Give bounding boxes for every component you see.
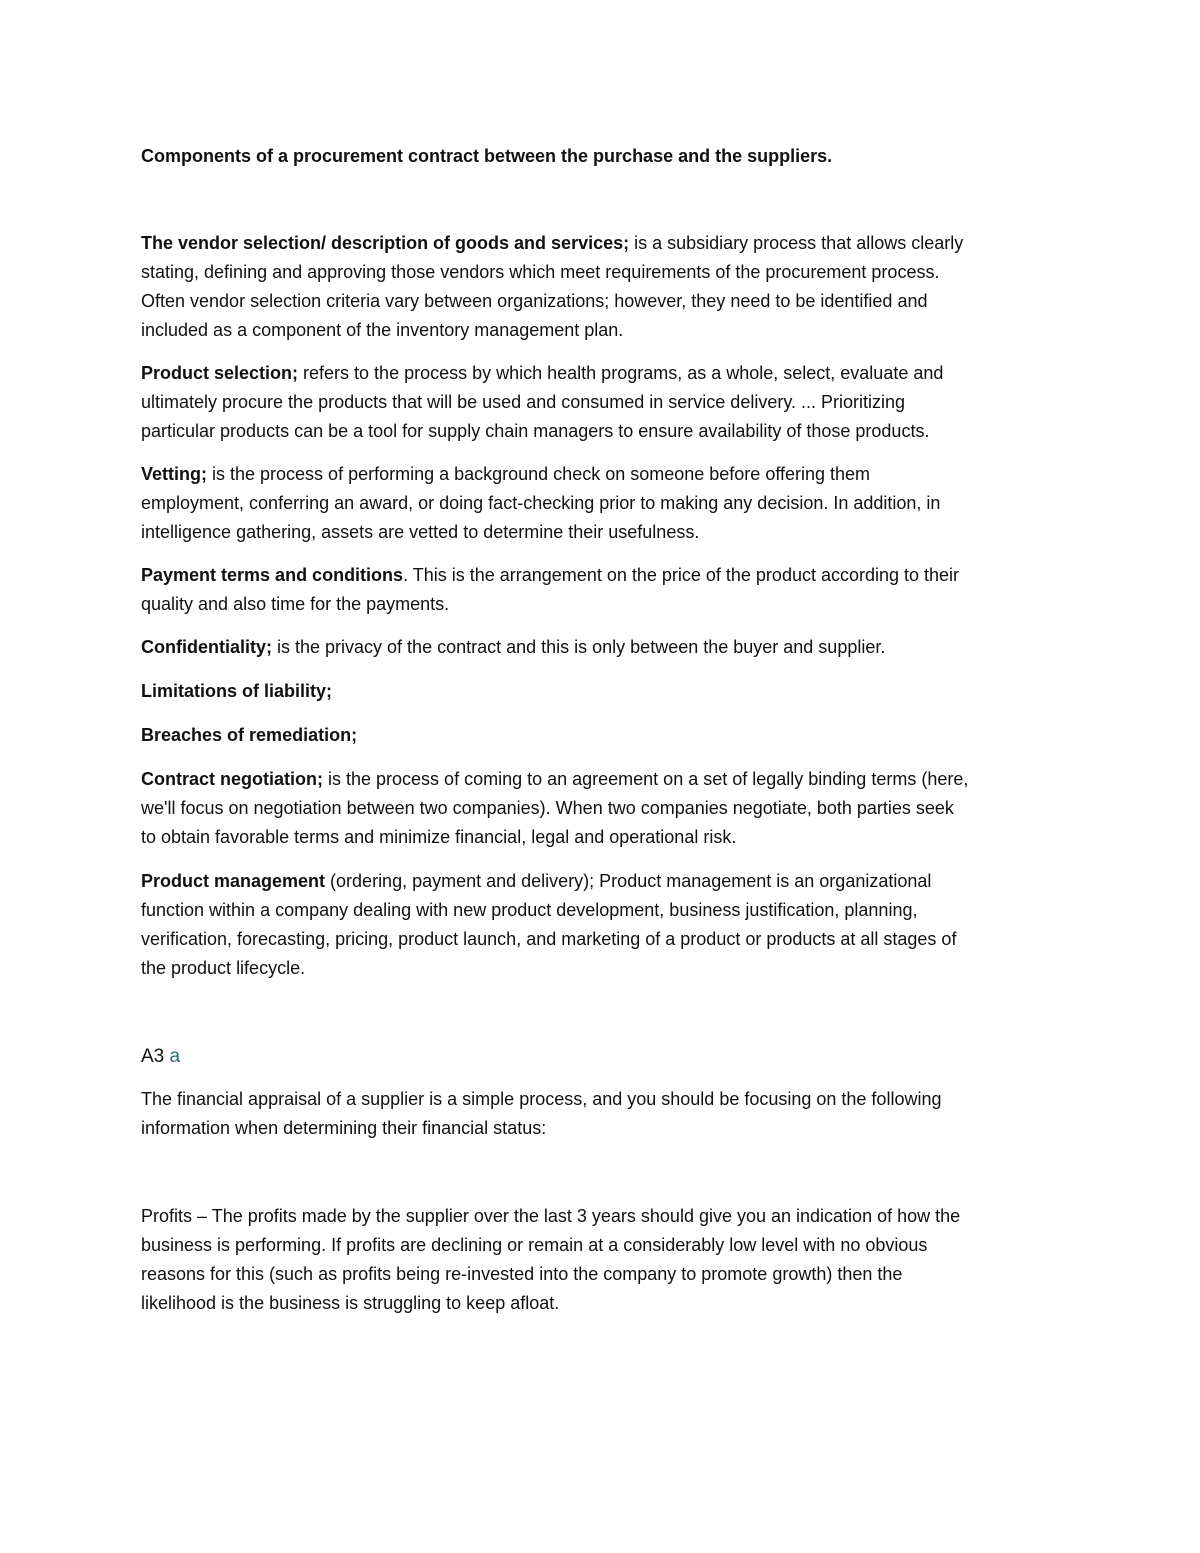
section-line: included as a component of the inventory management plan. — [141, 320, 624, 340]
a3-heading — [141, 1042, 180, 1071]
financial-intro — [141, 1085, 1056, 1143]
profits-paragraph — [141, 1202, 1056, 1318]
section-vetting — [141, 460, 1056, 547]
section-line: employment, conferring an award, or doing fact-checking prior to making any decision. In addition, in — [141, 493, 941, 513]
section-line: Payment terms and conditions. This is the arrangement on the price of the product according to their — [141, 565, 960, 585]
section-line: stating, defining and approving those vendors which meet requirements of the procurement process. — [141, 262, 940, 282]
document-title: Components of a procurement contract between the purchase and the suppliers. — [141, 146, 833, 166]
section-line: particular products can be a tool for supply chain managers to ensure availability of those products. — [141, 421, 930, 441]
section-breaches — [141, 721, 1056, 750]
a3-sub-label: a — [169, 1046, 181, 1067]
intro-line: information when determining their financial status: — [141, 1118, 547, 1138]
section-contract-negotiation — [141, 765, 1056, 852]
section-limitations — [141, 677, 1056, 706]
section-heading: Product management — [141, 871, 326, 891]
section-line: Product management (ordering, payment and delivery); Product management is an organizational — [141, 871, 932, 891]
section-confidentiality — [141, 633, 1056, 662]
section-heading: Limitations of liability; — [141, 681, 333, 701]
section-line: Vetting; is the process of performing a background check on someone before offering them — [141, 464, 871, 484]
section-heading: Contract negotiation; — [141, 769, 323, 789]
section-line: Product selection; refers to the process by which health programs, as a whole, select, evaluate and — [141, 363, 944, 383]
section-line: the product lifecycle. — [141, 958, 306, 978]
intro-line: The financial appraisal of a supplier is a simple process, and you should be focusing on the following — [141, 1089, 942, 1109]
section-line: verification, forecasting, pricing, product launch, and marketing of a product or products at all stages of — [141, 929, 957, 949]
section-line — [141, 677, 1056, 706]
section-heading: Breaches of remediation; — [141, 725, 358, 745]
section-heading: Confidentiality; — [141, 637, 272, 657]
section-line: Often vendor selection criteria vary between organizations; however, they need to be identified and — [141, 291, 928, 311]
section-line: function within a company dealing with new product development, business justification, planning, — [141, 900, 918, 920]
section-product-selection — [141, 359, 1056, 446]
section-line: ultimately procure the products that will be used and consumed in service delivery. ... Prioritizing — [141, 392, 906, 412]
profits-line: reasons for this (such as profits being re-invested into the company to promote growth) then the — [141, 1264, 903, 1284]
section-heading: The vendor selection/ description of goods and services; — [141, 233, 630, 253]
section-line: intelligence gathering, assets are vetted to determine their usefulness. — [141, 522, 700, 542]
profits-line: business is performing. If profits are declining or remain at a considerably low level with no obvious — [141, 1235, 928, 1255]
section-line: we'll focus on negotiation between two companies). When two companies negotiate, both parties seek — [141, 798, 954, 818]
section-line: The vendor selection/ description of goods and services; is a subsidiary process that allows clearly — [141, 233, 964, 253]
section-line: Confidentiality; is the privacy of the contract and this is only between the buyer and supplier. — [141, 637, 886, 657]
section-line — [141, 721, 1056, 750]
section-heading: Vetting; — [141, 464, 207, 484]
section-line: Contract negotiation; is the process of coming to an agreement on a set of legally binding terms (here, — [141, 769, 969, 789]
section-product-management — [141, 867, 1056, 983]
section-line: to obtain favorable terms and minimize financial, legal and operational risk. — [141, 827, 737, 847]
section-payment-terms — [141, 561, 1056, 619]
a3-label: A3 — [141, 1046, 165, 1067]
profits-line: likelihood is the business is struggling to keep afloat. — [141, 1293, 560, 1313]
section-heading: Product selection; — [141, 363, 299, 383]
section-heading: Payment terms and conditions — [141, 565, 404, 585]
section-line: quality and also time for the payments. — [141, 594, 450, 614]
section-vendor-selection — [141, 229, 1056, 345]
profits-line: Profits – The profits made by the supplier over the last 3 years should give you an indication of how the — [141, 1206, 961, 1226]
